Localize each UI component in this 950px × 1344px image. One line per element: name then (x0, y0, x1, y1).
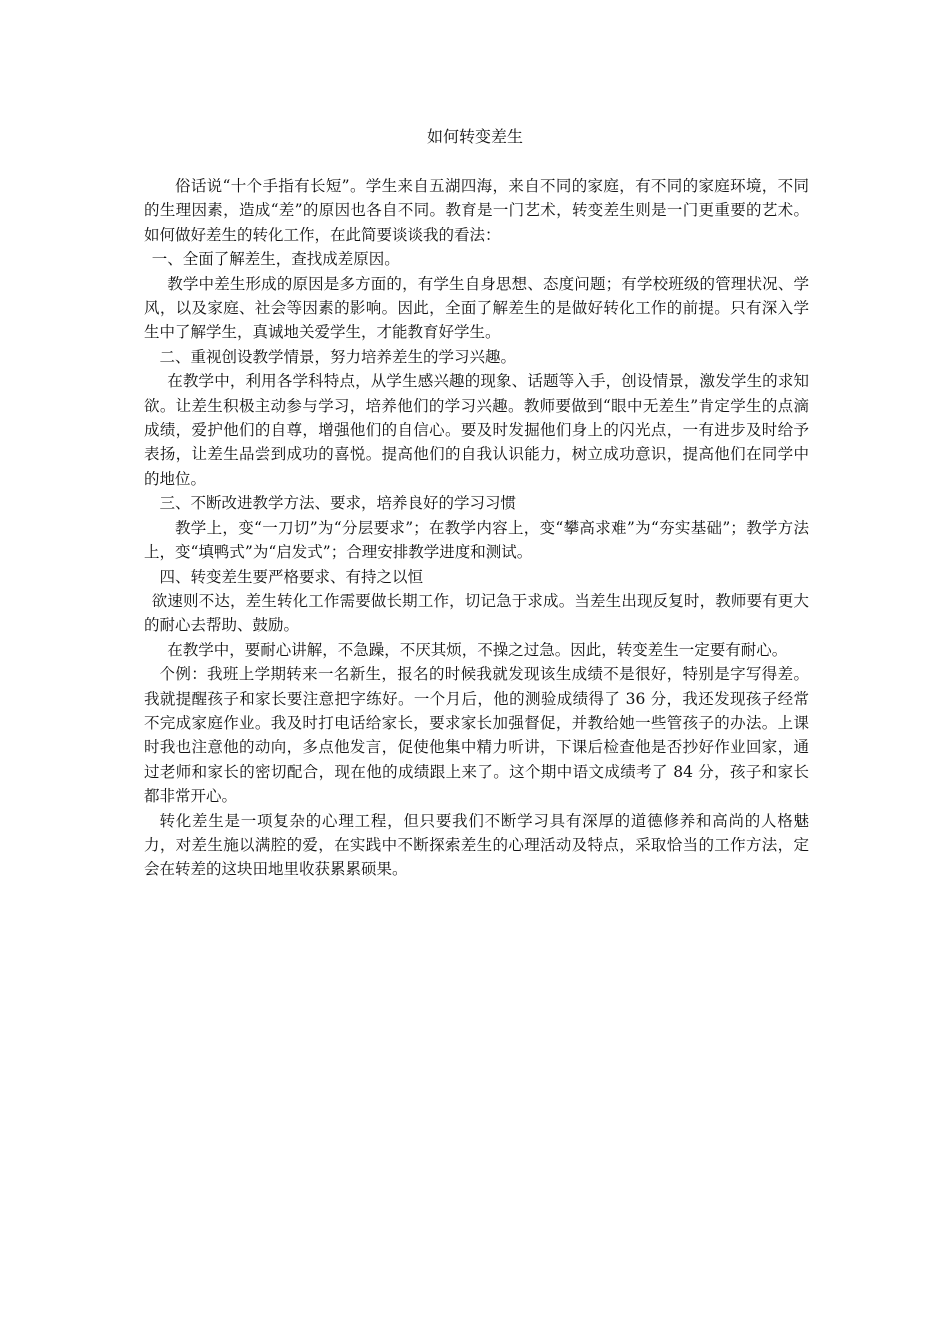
document-title: 如何转变差生 (426, 127, 523, 146)
paragraph-patience: 在教学中，要耐心讲解，不急躁，不厌其烦，不操之过急。因此，转变差生一定要有耐心。 (167, 640, 788, 659)
section-heading-4: 四、转变差生要严格要求、有持之以恒 (159, 567, 424, 586)
paragraph-case-example: 个例：我班上学期转来一名新生，报名的时候我就发现该生成绩不是很好，特别是字写得差。我就提醒孩子和家长要注意把字练好。一个月后，他的测验成绩得了 36 分，我还发现孩子经常不完成家庭作业。我及时打电话给家长，要求家长加强督促，并教给她一些管孩子的办法。上课时我也注意他的动向，多点他发言，促使他集中精力听讲，下课后检查他是否抄好作业回家，通过老师和家长的密切配合，现在他的成绩跟上来了。这个期中语文成绩考了 84 分，孩子和家长都非常开心。 (144, 665, 809, 806)
section-heading-3: 三、不断改进教学方法、要求，培养良好的学习习惯 (159, 494, 517, 513)
paragraph-section-3: 教学上，变“一刀切”为“分层要求”；在教学内容上，变“攀高求难”为“夯实基础”；教学方法上，变“填鸭式”为“启发式”；合理安排教学进度和测试。 (144, 518, 809, 562)
paragraph-section-2: 在教学中，利用各学科特点，从学生感兴趣的现象、话题等入手，创设情景，激发学生的求知欲。让差生积极主动参与学习，培养他们的学习兴趣。教师要做到“眼中无差生”肯定学生的点滴成绩，爱护他们的自尊，增强他们的自信心。要及时发掘他们身上的闪光点，一有进步及时给予表扬，让差生品尝到成功的喜悦。提高他们的自我认识能力，树立成功意识，提高他们在同学中的地位。 (144, 372, 809, 488)
document-body (144, 174, 809, 882)
section-heading-1: 一、全面了解差生，查找成差原因。 (151, 250, 400, 269)
paragraph-section-1: 教学中差生形成的原因是多方面的，有学生自身思想、态度问题；有学校班级的管理状况、学风，以及家庭、社会等因素的影响。因此，全面了解差生的是做好转化工作的前提。只有深入学生中了解学生，真诚地关爱学生，才能教育好学生。 (144, 274, 809, 342)
paragraph-intro: 俗话说“十个手指有长短”。学生来自五湖四海，来自不同的家庭，有不同的家庭环境，不同的生理因素，造成“差”的原因也各自不同。教育是一门艺术，转变差生则是一门更重要的艺术。如何做好差生的转化工作，在此简要谈谈我的看法： (144, 177, 809, 244)
paragraph-conclusion: 转化差生是一项复杂的心理工程，但只要我们不断学习具有深厚的道德修养和高尚的人格魅力，对差生施以满腔的爱，在实践中不断探索差生的心理活动及特点，采取恰当的工作方法，定会在转差的这块田地里收获累累硕果。 (144, 811, 809, 879)
section-heading-2: 二、重视创设教学情景，努力培养差生的学习兴趣。 (159, 347, 517, 366)
paragraph-section-4: 欲速则不达，差生转化工作需要做长期工作，切记急于求成。当差生出现反复时，教师要有更大的耐心去帮助、鼓励。 (144, 591, 809, 635)
